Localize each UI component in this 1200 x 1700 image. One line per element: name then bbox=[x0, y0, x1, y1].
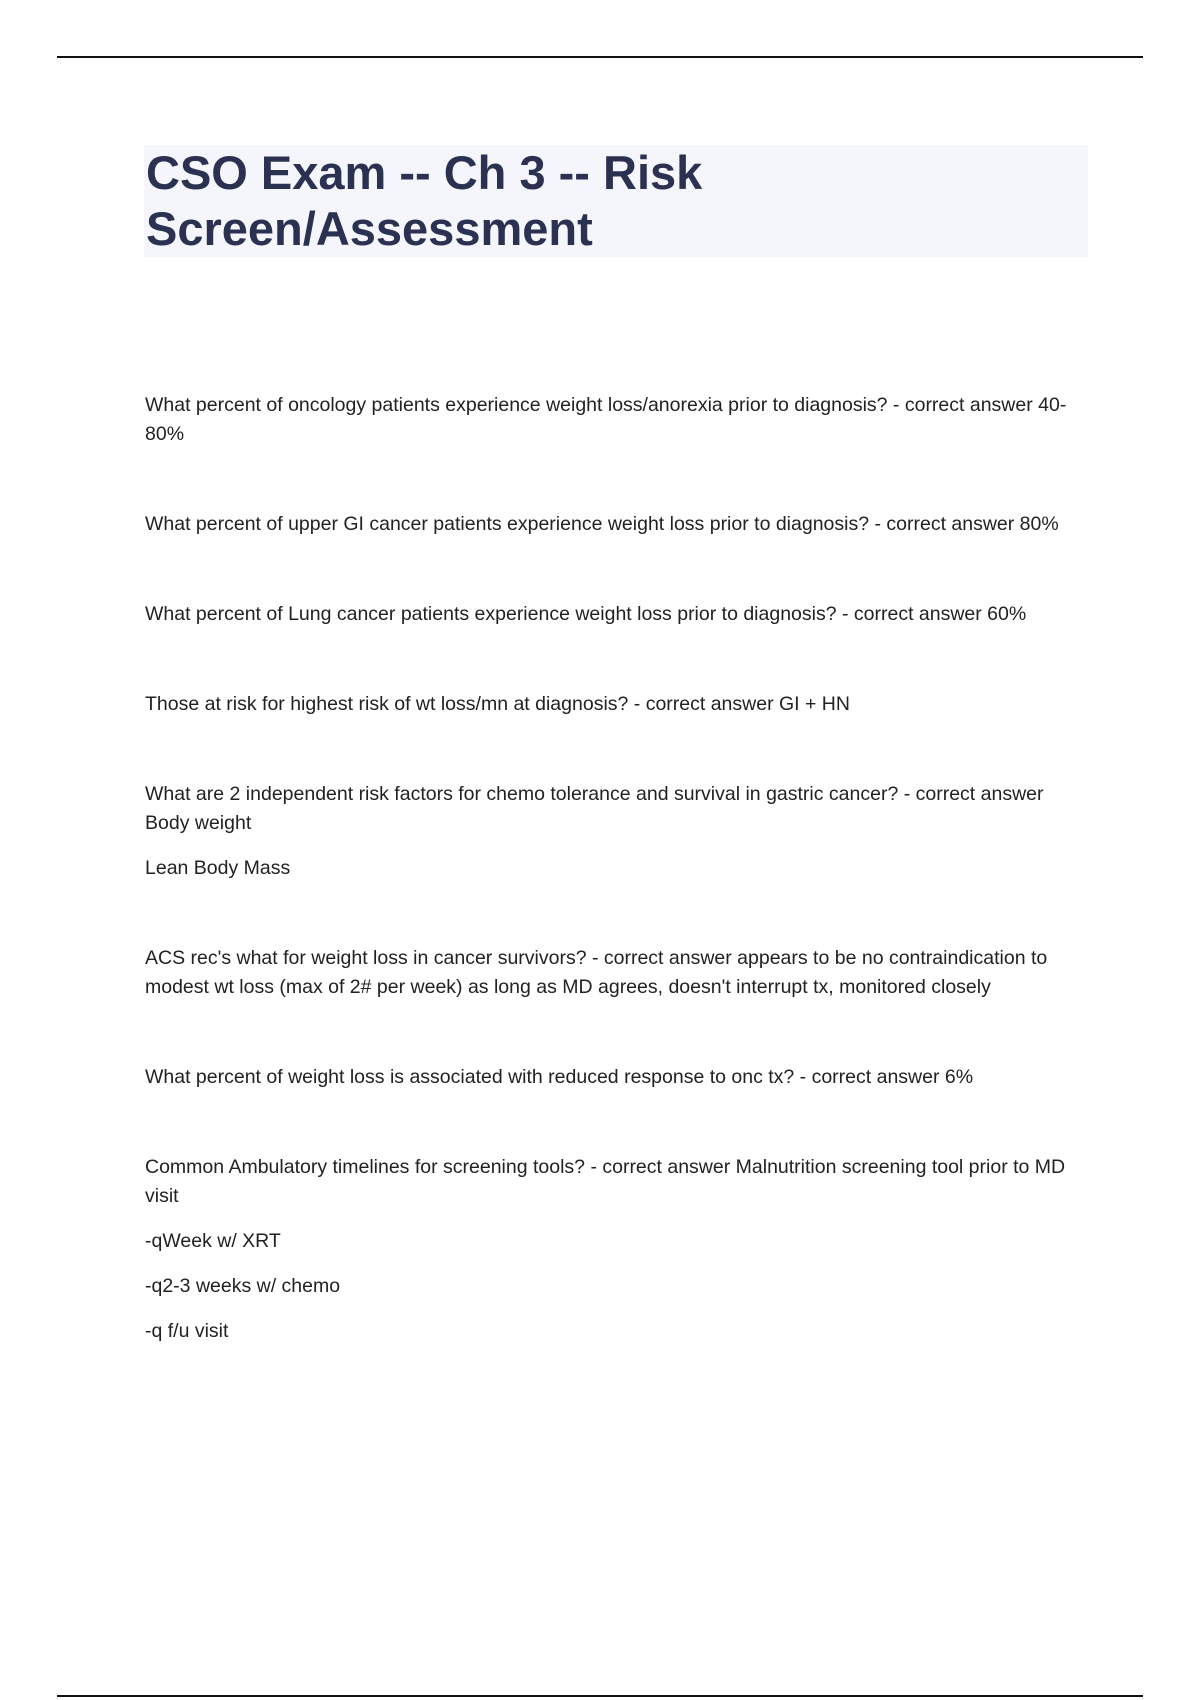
qa-text: Those at risk for highest risk of wt loss/mn at diagnosis? - correct answer GI + HN bbox=[145, 693, 850, 715]
qa-text: What percent of weight loss is associated with reduced response to onc tx? - correct answer 6% bbox=[145, 1066, 974, 1088]
qa-item bbox=[145, 944, 1090, 1002]
qa-item bbox=[145, 600, 1090, 629]
qa-item bbox=[145, 780, 1090, 883]
qa-extra-line: -q f/u visit bbox=[145, 1320, 229, 1342]
qa-text: What percent of upper GI cancer patients experience weight loss prior to diagnosis? - correct answer 80% bbox=[145, 513, 1059, 535]
qa-item bbox=[145, 510, 1090, 539]
page-title: CSO Exam -- Ch 3 -- Risk Screen/Assessment bbox=[146, 146, 703, 255]
qa-item bbox=[145, 391, 1090, 449]
qa-extra-line: -qWeek w/ XRT bbox=[145, 1230, 281, 1252]
bottom-divider bbox=[57, 1695, 1143, 1697]
qa-text: What percent of oncology patients experience weight loss/anorexia prior to diagnosis? - correct answer 40-80% bbox=[145, 394, 1067, 445]
qa-extra-line: Lean Body Mass bbox=[145, 857, 291, 879]
qa-text: What percent of Lung cancer patients experience weight loss prior to diagnosis? - correct answer 60% bbox=[145, 603, 1027, 625]
qa-text: ACS rec's what for weight loss in cancer survivors? - correct answer appears to be no contraindication to modest wt loss (max of 2# per week) as long as MD agrees, doesn't interrupt tx, monitored closely bbox=[145, 947, 1048, 998]
qa-item bbox=[145, 1063, 1090, 1092]
qa-item bbox=[145, 1153, 1090, 1346]
qa-item bbox=[145, 690, 1090, 719]
qa-text: Common Ambulatory timelines for screening tools? - correct answer Malnutrition screening tool prior to MD visit bbox=[145, 1156, 1066, 1207]
qa-text: What are 2 independent risk factors for chemo tolerance and survival in gastric cancer? - correct answer Body weight bbox=[145, 783, 1044, 834]
qa-extra-line: -q2-3 weeks w/ chemo bbox=[145, 1275, 341, 1297]
top-divider bbox=[57, 56, 1143, 58]
qa-list bbox=[145, 391, 1090, 1346]
title-banner bbox=[144, 145, 1088, 257]
